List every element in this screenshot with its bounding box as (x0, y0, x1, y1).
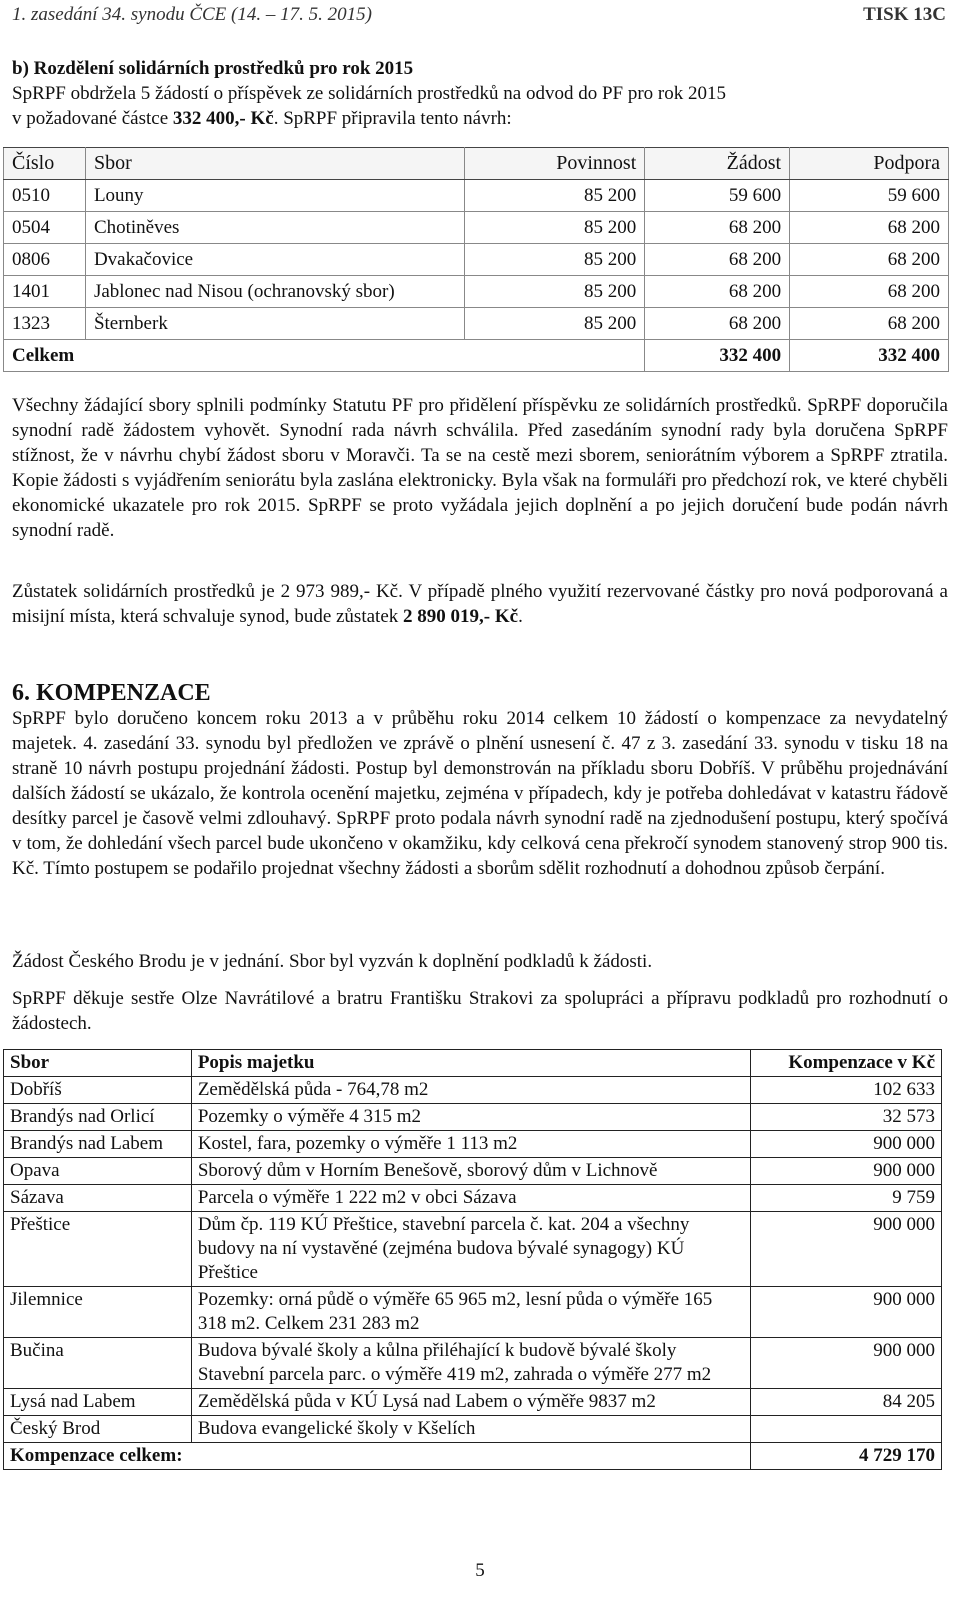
cell-popis: Pozemky: orná půdě o výměře 65 965 m2, lesní půda o výměře 165 318 m2. Celkem 231 283 m2 (191, 1287, 750, 1338)
col-header-podpora: Podpora (790, 148, 949, 180)
cell-cislo: 0510 (4, 180, 86, 212)
table-header-row (4, 1050, 942, 1077)
section-6-title: 6. KOMPENZACE (12, 680, 211, 706)
table-row (4, 1131, 942, 1158)
table-row (4, 276, 949, 308)
intro-text: v požadované částce (12, 108, 173, 129)
col-header-kompenzace: Kompenzace v Kč (751, 1050, 942, 1077)
table-total-row (4, 340, 949, 372)
balance-text-end: . (518, 606, 523, 627)
paragraph-conditions: Všechny žádající sbory splnili podmínky Statutu PF pro přidělení příspěvku ze solidárních prostředků. SpRPF doporučila synodní radě žádostem vyhovět. Synodní rada návrh schválila. Před zasedáním synodní rady byla doručena SpRPF stížnost, že v návrhu chybí žádost sboru v Moravči. Ta se na cestě mezi sborem, seniorátním výborem a SpRPF ztratila. Kopie žádosti s vyjádřením seniorátu byla zaslána elektronicky. Byla však na formuláři pro předchozí rok, ve které chyběli ekonomické ukazatele pro rok 2015. SpRPF se proto vyžádala jejich doplnění a po jejich doručení bude podán návrh synodní radě. (12, 395, 948, 541)
cell-popis: Budova bývalé školy a kůlna přiléhající k budově bývalé školy Stavební parcela parc. o výměře 419 m2, zahrada o výměře 277 m2 (191, 1338, 750, 1389)
table-row (4, 1287, 942, 1338)
cell-sbor: Sázava (4, 1185, 192, 1212)
cell-popis: Kostel, fara, pozemky o výměře 1 113 m2 (191, 1131, 750, 1158)
cell-zadost: 68 200 (645, 308, 790, 340)
total-label: Kompenzace celkem: (4, 1443, 751, 1470)
cell-popis: Pozemky o výměře 4 315 m2 (191, 1104, 750, 1131)
cell-podpora: 68 200 (790, 244, 949, 276)
cell-kompenzace: 900 000 (751, 1287, 942, 1338)
cell-kompenzace: 900 000 (751, 1212, 942, 1287)
cell-sbor: Lysá nad Labem (4, 1389, 192, 1416)
solidarity-table (3, 147, 949, 372)
cell-sbor: Opava (4, 1158, 192, 1185)
table-row (4, 1338, 942, 1389)
table-row (4, 1212, 942, 1287)
cell-povinnost: 85 200 (465, 276, 645, 308)
cell-podpora: 68 200 (790, 276, 949, 308)
cell-sbor: Bučina (4, 1338, 192, 1389)
table-row (4, 180, 949, 212)
table-header-row (4, 148, 949, 180)
cell-podpora: 59 600 (790, 180, 949, 212)
total-label: Celkem (4, 340, 645, 372)
table-row (4, 1077, 942, 1104)
cell-sbor: Šternberk (85, 308, 464, 340)
cell-sbor: Dvakačovice (85, 244, 464, 276)
cell-sbor: Dobříš (4, 1077, 192, 1104)
cell-kompenzace: 9 759 (751, 1185, 942, 1212)
table-row (4, 1416, 942, 1443)
balance-text: Zůstatek solidárních prostředků je 2 973 989,- Kč. V případě plného využití rezervované částky pro nová podporovaná a misijní místa, která schvaluje synod, bude zůstatek (12, 581, 948, 627)
total-podpora: 332 400 (790, 340, 949, 372)
cell-podpora: 68 200 (790, 308, 949, 340)
balance-amount: 2 890 019,- Kč (403, 606, 519, 627)
cell-cislo: 0806 (4, 244, 86, 276)
cell-zadost: 68 200 (645, 244, 790, 276)
header-print-number: TISK 13C (863, 4, 946, 25)
section-b-title: b) Rozdělení solidárních prostředků pro rok 2015 (12, 58, 414, 79)
cell-povinnost: 85 200 (465, 180, 645, 212)
section-b-intro-line1: SpRPF obdržela 5 žádostí o příspěvek ze solidárních prostředků na odvod do PF pro rok 2015 (12, 83, 726, 104)
cell-sbor: Louny (85, 180, 464, 212)
header-session: 1. zasedání 34. synodu ČCE (14. – 17. 5. 2015) (12, 4, 372, 25)
table-row (4, 1185, 942, 1212)
cell-popis: Zemědělská půda v KÚ Lysá nad Labem o výměře 9837 m2 (191, 1389, 750, 1416)
cell-povinnost: 85 200 (465, 244, 645, 276)
cell-kompenzace: 102 633 (751, 1077, 942, 1104)
cell-kompenzace (751, 1416, 942, 1443)
table-row (4, 244, 949, 276)
col-header-cislo: Číslo (4, 148, 86, 180)
section-b-intro-line2 (12, 106, 948, 131)
total-zadost: 332 400 (645, 340, 790, 372)
cell-kompenzace: 84 205 (751, 1389, 942, 1416)
cell-kompenzace: 900 000 (751, 1158, 942, 1185)
section-b (12, 56, 948, 131)
cell-sbor: Jablonec nad Nisou (ochranovský sbor) (85, 276, 464, 308)
cesky-brod-paragraph: Žádost Českého Brodu je v jednání. Sbor byl vyzván k doplnění podkladů k žádosti. (12, 951, 653, 972)
total-value: 4 729 170 (751, 1443, 942, 1470)
cell-sbor: Chotiněves (85, 212, 464, 244)
col-header-popis: Popis majetku (191, 1050, 750, 1077)
table-row (4, 1104, 942, 1131)
paragraph-balance (12, 579, 948, 629)
cell-popis: Zemědělská půda - 764,78 m2 (191, 1077, 750, 1104)
table-row (4, 212, 949, 244)
cell-zadost: 68 200 (645, 276, 790, 308)
cell-sbor: Brandýs nad Orlicí (4, 1104, 192, 1131)
table-total-row (4, 1443, 942, 1470)
cell-sbor: Jilemnice (4, 1287, 192, 1338)
cell-kompenzace: 900 000 (751, 1131, 942, 1158)
cell-kompenzace: 900 000 (751, 1338, 942, 1389)
thanks-paragraph: SpRPF děkuje sestře Olze Navrátilové a bratru Františku Strakovi za spolupráci a přípravu podkladů pro rozhodnutí o žádostech. (12, 988, 948, 1034)
table-row (4, 1389, 942, 1416)
cell-podpora: 68 200 (790, 212, 949, 244)
cell-popis: Budova evangelické školy v Kšelích (191, 1416, 750, 1443)
cell-sbor: Brandýs nad Labem (4, 1131, 192, 1158)
cell-cislo: 1401 (4, 276, 86, 308)
cell-popis: Dům čp. 119 KÚ Přeštice, stavební parcela č. kat. 204 a všechny budovy na ní vystavěné (zejména budova bývalé synagogy) KÚ Přeštice (191, 1212, 750, 1287)
cell-zadost: 59 600 (645, 180, 790, 212)
cell-sbor: Přeštice (4, 1212, 192, 1287)
cell-popis: Sborový dům v Horním Benešově, sborový dům v Lichnově (191, 1158, 750, 1185)
col-header-povinnost: Povinnost (465, 148, 645, 180)
intro-text-end: . SpRPF připravila tento návrh: (273, 108, 512, 129)
cell-popis: Parcela o výměře 1 222 m2 v obci Sázava (191, 1185, 750, 1212)
cell-zadost: 68 200 (645, 212, 790, 244)
table-row (4, 308, 949, 340)
cell-povinnost: 85 200 (465, 308, 645, 340)
compensation-paragraph: SpRPF bylo doručeno koncem roku 2013 a v průběhu roku 2014 celkem 10 žádostí o kompenzace za nevydatelný majetek. 4. zasedání 33. synodu byl předložen ve zprávě o plnění usnesení č. 47 z 3. zasedání 33. synodu v tisku 18 na straně 10 návrh postupu projednání žádosti. Postup byl demonstrován na příkladu sboru Dobříš. V průběhu projednávání dalších žádostí se ukázalo, že kontrola ocenění majetku, zejména v případech, kdy je potřeba dohledávat v katastru řádově desítky parcel je časově velmi zdlouhavý. SpRPF proto podala návrh synodní radě na zjednodušení postupu, který spočívá v tom, že dohledání všech parcel bude ukončeno v okamžiku, kdy celková cena překročí synodem stanovený strop 900 tis. Kč. Tímto postupem se podařilo projednat všechny žádosti a sborům sdělit rozhodnutí a dohodnou způsob čerpání. (12, 708, 948, 879)
cell-sbor: Český Brod (4, 1416, 192, 1443)
intro-amount: 332 400,- Kč (172, 108, 274, 129)
table-row (4, 1158, 942, 1185)
cell-povinnost: 85 200 (465, 212, 645, 244)
cell-cislo: 1323 (4, 308, 86, 340)
col-header-sbor: Sbor (4, 1050, 192, 1077)
col-header-zadost: Žádost (645, 148, 790, 180)
compensation-table (3, 1049, 942, 1470)
cell-kompenzace: 32 573 (751, 1104, 942, 1131)
page-number: 5 (475, 1560, 485, 1581)
col-header-sbor: Sbor (85, 148, 464, 180)
cell-cislo: 0504 (4, 212, 86, 244)
